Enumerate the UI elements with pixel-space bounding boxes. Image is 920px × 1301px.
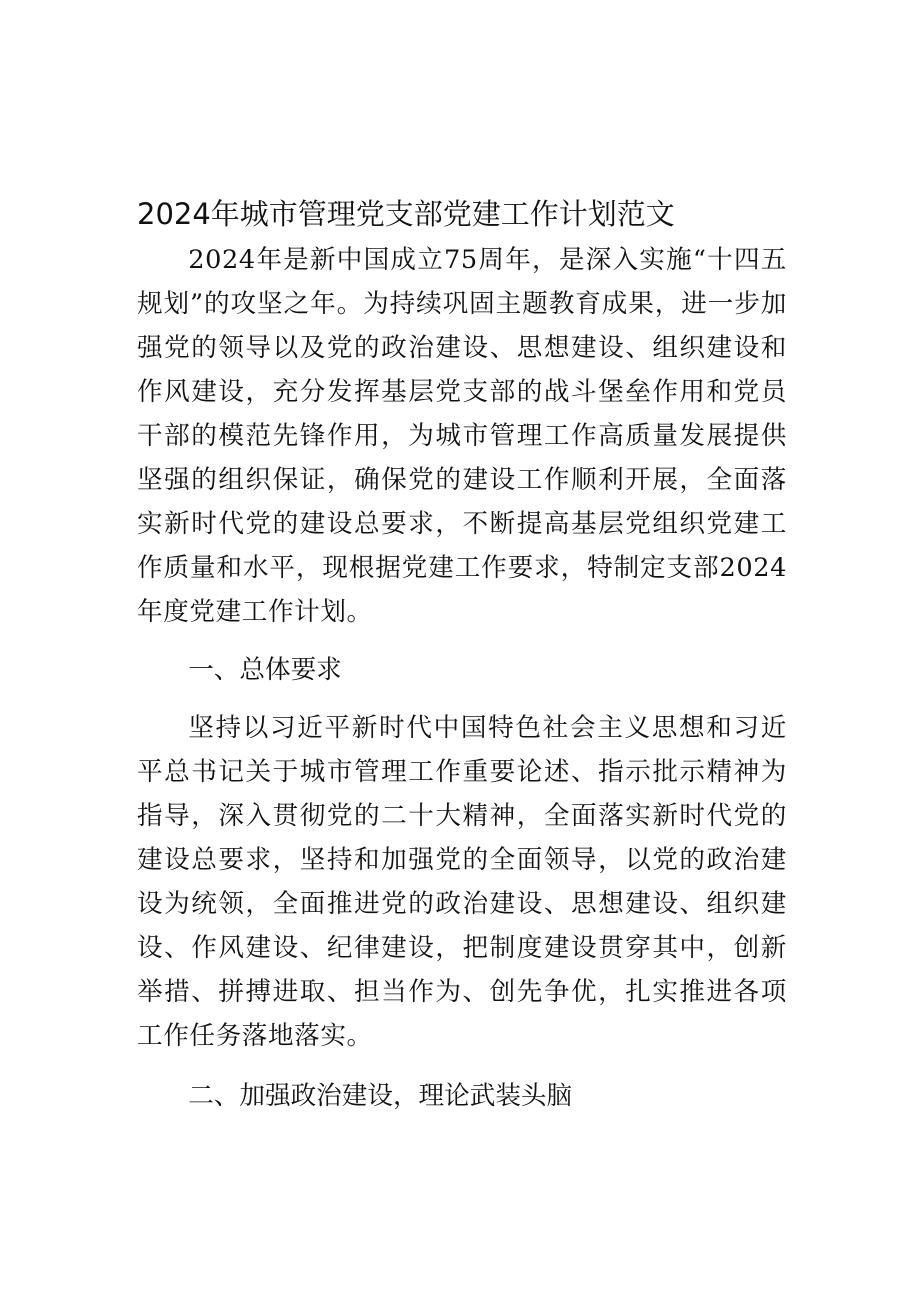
section-1-paragraph: 坚持以习近平新时代中国特色社会主义思想和习近平总书记关于城市管理工作重要论述、指示批示精神为指导，深入贯彻党的二十大精神，全面落实新时代党的建设总要求，坚持和加强党的全面领导，以党的政治建设为统领，全面推进党的政治建设、思想建设、组织建设、作风建设、纪律建设，把制度建设贯穿其中，创新举措、拼搏进取、担当作为、创先争优，扎实推进各项工作任务落地落实。 xyxy=(137,713,787,1051)
section-2-heading: 二、加强政治建设，理论武装头脑 xyxy=(188,1081,573,1111)
spacer xyxy=(137,634,787,648)
document-title: 2024年城市管理党支部党建工作计划范文 xyxy=(137,197,675,231)
spacer xyxy=(137,692,787,706)
document-body xyxy=(137,190,787,1118)
spacer xyxy=(137,1058,787,1074)
intro-paragraph: 2024年是新中国成立75周年，是深入实施“十四五规划”的攻坚之年。为持续巩固主题教育成果，进一步加强党的领导以及党的政治建设、思想建设、组织建设和作风建设，充分发挥基层党支部的战斗堡垒作用和党员干部的模范先锋作用，为城市管理工作高质量发展提供坚强的组织保证，确保党的建设工作顺利开展，全面落实新时代党的建设总要求，不断提高基层党组织党建工作质量和水平，现根据党建工作要求，特制定支部2024年度党建工作计划。 xyxy=(137,245,787,627)
section-1-heading: 一、总体要求 xyxy=(188,655,342,685)
